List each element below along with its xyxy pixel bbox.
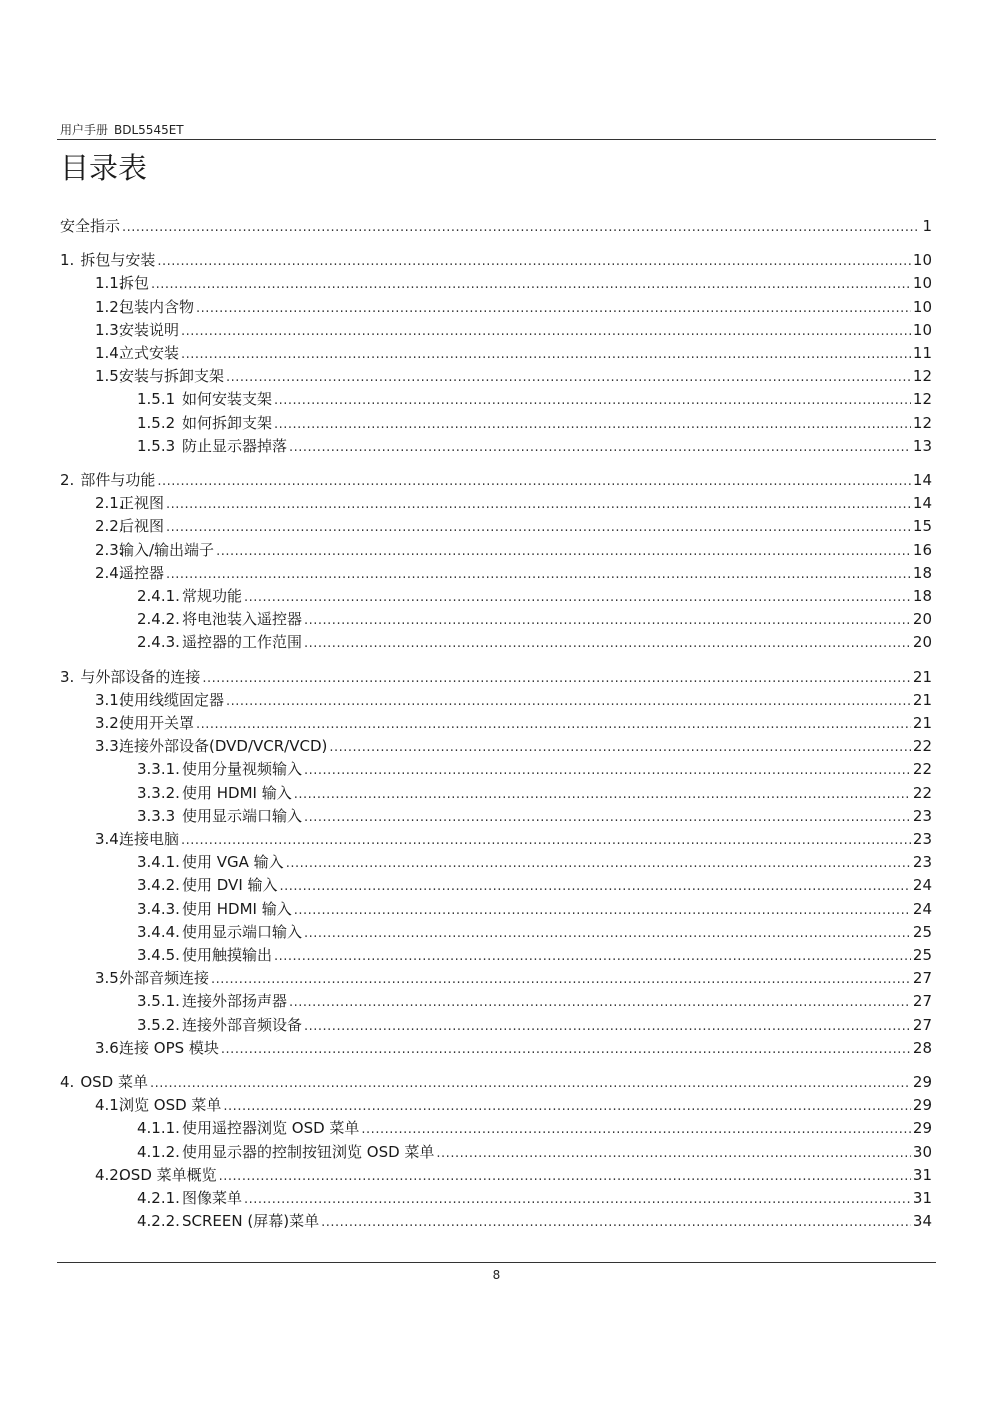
toc-entry[interactable] bbox=[137, 872, 932, 894]
toc-dot-leader bbox=[304, 807, 911, 825]
toc-dot-leader bbox=[329, 737, 911, 755]
page-title: 目录表 bbox=[60, 151, 148, 185]
toc-entry-number: 3.2. bbox=[95, 714, 124, 732]
toc-entry-title: 部件与功能 bbox=[80, 471, 156, 489]
toc-entry-title: 常规功能 bbox=[182, 587, 243, 605]
toc-entry[interactable] bbox=[95, 560, 932, 582]
toc-entry-page: 22 bbox=[912, 760, 932, 778]
toc-entry-number: 1.1. bbox=[95, 274, 124, 292]
toc-entry[interactable] bbox=[95, 513, 932, 535]
toc-entry-number: 4.2.1. bbox=[137, 1189, 180, 1207]
toc-entry[interactable] bbox=[137, 1115, 932, 1137]
toc-dot-leader bbox=[196, 298, 911, 316]
toc-entry-number: 3.3.2. bbox=[137, 784, 180, 802]
toc-dot-leader bbox=[216, 541, 911, 559]
toc-entry[interactable] bbox=[95, 1162, 932, 1184]
toc-entry-title: 使用显示器的控制按钮浏览 OSD 菜单 bbox=[182, 1143, 435, 1161]
toc-entry[interactable] bbox=[137, 780, 932, 802]
toc-entry[interactable] bbox=[137, 896, 932, 918]
toc-dot-leader bbox=[304, 760, 911, 778]
toc-entry-number: 3.5.2. bbox=[137, 1016, 180, 1034]
toc-entry[interactable] bbox=[95, 317, 932, 339]
toc-dot-leader bbox=[274, 390, 911, 408]
toc-entry-page: 29 bbox=[912, 1096, 932, 1114]
toc-dot-leader bbox=[181, 321, 911, 339]
toc-entry[interactable] bbox=[137, 988, 932, 1010]
toc-entry-number: 3.5. bbox=[95, 969, 124, 987]
toc-entry[interactable] bbox=[137, 919, 932, 941]
toc-entry-title: 浏览 OSD 菜单 bbox=[119, 1096, 222, 1114]
toc-entry-title: OSD 菜单概览 bbox=[119, 1166, 217, 1184]
footer-divider bbox=[57, 1262, 936, 1263]
toc-dot-leader bbox=[286, 853, 911, 871]
toc-entry-page: 20 bbox=[912, 633, 932, 651]
toc-entry-page: 10 bbox=[912, 251, 932, 269]
toc-entry-title: 如何安装支架 bbox=[182, 390, 273, 408]
toc-dot-leader bbox=[221, 1039, 911, 1057]
toc-dot-leader bbox=[223, 1096, 910, 1114]
toc-dot-leader bbox=[294, 900, 911, 918]
toc-entry-page: 21 bbox=[912, 668, 932, 686]
toc-entry[interactable] bbox=[137, 803, 932, 825]
toc-entry[interactable] bbox=[137, 1208, 932, 1230]
toc-entry-number: 1. bbox=[60, 251, 75, 269]
toc-entry-page: 30 bbox=[912, 1143, 932, 1161]
toc-entry-title: OSD 菜单 bbox=[80, 1073, 148, 1091]
toc-entry[interactable] bbox=[137, 849, 932, 871]
toc-entry[interactable] bbox=[95, 1035, 932, 1057]
toc-dot-leader bbox=[150, 1073, 911, 1091]
toc-dot-leader bbox=[244, 1189, 911, 1207]
toc-entry[interactable] bbox=[95, 294, 932, 316]
toc-entry-number: 3.4.3. bbox=[137, 900, 180, 918]
toc-dot-leader bbox=[166, 494, 911, 512]
toc-entry-title: 连接外部扬声器 bbox=[182, 992, 288, 1010]
toc-entry-page: 21 bbox=[912, 714, 932, 732]
toc-entry-title: 输入/输出端子 bbox=[119, 541, 215, 559]
toc-entry-title: 连接外部音频设备 bbox=[182, 1016, 303, 1034]
toc-dot-leader bbox=[157, 251, 911, 269]
toc-entry-title: 连接外部设备(DVD/VCR/VCD) bbox=[119, 737, 328, 755]
toc-dot-leader bbox=[361, 1119, 910, 1137]
toc-entry-title: 使用开关罩 bbox=[119, 714, 195, 732]
toc-dot-leader bbox=[304, 610, 911, 628]
toc-entry[interactable] bbox=[60, 664, 932, 686]
toc-dot-leader bbox=[166, 517, 911, 535]
toc-entry-title: 包装内含物 bbox=[119, 298, 195, 316]
toc-entry-title: 使用触摸输出 bbox=[182, 946, 273, 964]
toc-entry-number: 3. bbox=[60, 668, 75, 686]
toc-dot-leader bbox=[280, 876, 911, 894]
toc-entry-title: 使用分量视频输入 bbox=[182, 760, 303, 778]
toc-entry[interactable] bbox=[95, 826, 932, 848]
toc-dot-leader bbox=[289, 437, 911, 455]
toc-dot-leader bbox=[226, 691, 911, 709]
toc-entry-number: 2.4. bbox=[95, 564, 124, 582]
toc-entry-title: 遥控器的工作范围 bbox=[182, 633, 303, 651]
toc-entry-page: 24 bbox=[912, 876, 932, 894]
toc-entry-number: 3.3. bbox=[95, 737, 124, 755]
toc-entry-page: 29 bbox=[912, 1073, 932, 1091]
toc-dot-leader bbox=[244, 587, 911, 605]
toc-entry-title: 使用 HDMI 输入 bbox=[182, 900, 292, 918]
toc-entry-number: 4.2. bbox=[95, 1166, 124, 1184]
toc-dot-leader bbox=[226, 367, 911, 385]
toc-entry-title: 遥控器 bbox=[119, 564, 165, 582]
toc-entry-page: 21 bbox=[912, 691, 932, 709]
toc-entry-page: 12 bbox=[912, 414, 932, 432]
toc-entry[interactable] bbox=[137, 1012, 932, 1034]
toc-entry-page: 27 bbox=[912, 992, 932, 1010]
toc-entry-title: 与外部设备的连接 bbox=[80, 668, 201, 686]
toc-entry-title: 使用 HDMI 输入 bbox=[182, 784, 292, 802]
toc-entry[interactable] bbox=[60, 247, 932, 269]
toc-entry-number: 2. bbox=[60, 471, 75, 489]
toc-entry-page: 25 bbox=[912, 946, 932, 964]
toc-dot-leader bbox=[294, 784, 911, 802]
toc-entry[interactable] bbox=[95, 363, 932, 385]
toc-entry-page: 34 bbox=[912, 1212, 932, 1230]
toc-entry-page: 10 bbox=[912, 321, 932, 339]
header-model: BDL5545ET bbox=[114, 123, 184, 137]
toc-entry-page: 18 bbox=[912, 587, 932, 605]
toc-entry-page: 31 bbox=[912, 1189, 932, 1207]
toc-entry-number: 1.3. bbox=[95, 321, 124, 339]
toc-entry-title: 使用 DVI 输入 bbox=[182, 876, 278, 894]
toc-entry-title: 使用显示端口输入 bbox=[182, 923, 303, 941]
toc-entry-number: 4.2.2. bbox=[137, 1212, 180, 1230]
toc-entry-page: 23 bbox=[912, 853, 932, 871]
toc-dot-leader bbox=[321, 1212, 911, 1230]
toc-entry[interactable] bbox=[60, 213, 932, 235]
toc-entry-title: 外部音频连接 bbox=[119, 969, 210, 987]
toc-entry-number: 1.5.1 bbox=[137, 390, 176, 408]
toc-entry-page: 12 bbox=[912, 367, 932, 385]
toc-entry[interactable] bbox=[137, 606, 932, 628]
toc-entry[interactable] bbox=[60, 467, 932, 489]
toc-dot-leader bbox=[122, 217, 920, 235]
toc-entry-title: 防止显示器掉落 bbox=[182, 437, 288, 455]
toc-entry[interactable] bbox=[95, 733, 932, 755]
toc-entry-page: 31 bbox=[912, 1166, 932, 1184]
toc-entry-page: 10 bbox=[912, 274, 932, 292]
toc-entry-page: 22 bbox=[912, 784, 932, 802]
toc-entry-number: 2.3. bbox=[95, 541, 124, 559]
toc-entry-number: 3.4.1. bbox=[137, 853, 180, 871]
toc-entry[interactable] bbox=[95, 490, 932, 512]
toc-entry-number: 2.4.2. bbox=[137, 610, 180, 628]
toc-entry[interactable] bbox=[137, 1185, 932, 1207]
toc-entry-page: 28 bbox=[912, 1039, 932, 1057]
toc-entry[interactable] bbox=[95, 687, 932, 709]
toc-entry-title: SCREEN (屏幕)菜单 bbox=[182, 1212, 320, 1230]
toc-dot-leader bbox=[289, 992, 911, 1010]
toc-dot-leader bbox=[274, 414, 911, 432]
toc-entry-title: 后视图 bbox=[119, 517, 165, 535]
toc-entry-title: 使用线缆固定器 bbox=[119, 691, 225, 709]
toc-dot-leader bbox=[157, 471, 911, 489]
toc-entry-page: 27 bbox=[912, 969, 932, 987]
toc-entry[interactable] bbox=[95, 1092, 932, 1114]
toc-entry-number: 3.4.5. bbox=[137, 946, 180, 964]
toc-entry-number: 1.5.3 bbox=[137, 437, 176, 455]
toc-entry-page: 27 bbox=[912, 1016, 932, 1034]
toc-entry[interactable] bbox=[95, 710, 932, 732]
toc-dot-leader bbox=[304, 633, 911, 651]
toc-entry-title: 拆包 bbox=[119, 274, 150, 292]
toc-entry-page: 29 bbox=[912, 1119, 932, 1137]
toc-entry-number: 3.3.3 bbox=[137, 807, 176, 825]
toc-entry-page: 14 bbox=[912, 471, 932, 489]
toc-entry-number: 2.4.1. bbox=[137, 587, 180, 605]
toc-entry[interactable] bbox=[95, 270, 932, 292]
toc-dot-leader bbox=[304, 923, 911, 941]
toc-entry-number: 4.1.2. bbox=[137, 1143, 180, 1161]
toc-entry-number: 3.3.1. bbox=[137, 760, 180, 778]
toc-entry-title: 拆包与安装 bbox=[80, 251, 156, 269]
toc-entry-number: 1.2. bbox=[95, 298, 124, 316]
toc-entry[interactable] bbox=[95, 340, 932, 362]
toc-entry[interactable] bbox=[137, 756, 932, 778]
toc-entry-number: 3.4. bbox=[95, 830, 124, 848]
toc-dot-leader bbox=[181, 830, 911, 848]
toc-entry-page: 23 bbox=[912, 807, 932, 825]
toc-entry-title: 连接电脑 bbox=[119, 830, 180, 848]
toc-entry-title: 使用遥控器浏览 OSD 菜单 bbox=[182, 1119, 360, 1137]
toc-entry-title: 连接 OPS 模块 bbox=[119, 1039, 219, 1057]
toc-entry-number: 1.4. bbox=[95, 344, 124, 362]
toc-entry-number: 2.1. bbox=[95, 494, 124, 512]
toc-entry-number: 1.5.2 bbox=[137, 414, 176, 432]
toc-entry-title: 立式安装 bbox=[119, 344, 180, 362]
toc-dot-leader bbox=[211, 969, 911, 987]
toc-entry-number: 3.4.4. bbox=[137, 923, 180, 941]
toc-entry[interactable] bbox=[60, 1069, 932, 1091]
toc-entry-number: 4.1.1. bbox=[137, 1119, 180, 1137]
toc-dot-leader bbox=[196, 714, 911, 732]
toc-entry-title: 安装与拆卸支架 bbox=[119, 367, 225, 385]
toc-entry-title: 使用 VGA 输入 bbox=[182, 853, 284, 871]
toc-entry-number: 3.5.1. bbox=[137, 992, 180, 1010]
toc-entry[interactable] bbox=[137, 583, 932, 605]
toc-entry-page: 15 bbox=[912, 517, 932, 535]
toc-entry-page: 20 bbox=[912, 610, 932, 628]
toc-entry-page: 24 bbox=[912, 900, 932, 918]
toc-entry-page: 11 bbox=[912, 344, 932, 362]
toc-entry-page: 25 bbox=[912, 923, 932, 941]
toc-entry-number: 3.1. bbox=[95, 691, 124, 709]
footer-page-number: 8 bbox=[492, 1268, 501, 1282]
toc-dot-leader bbox=[219, 1166, 911, 1184]
toc-entry-page: 22 bbox=[912, 737, 932, 755]
toc-entry-page: 18 bbox=[912, 564, 932, 582]
toc-dot-leader bbox=[436, 1143, 910, 1161]
toc-entry-number: 1.5. bbox=[95, 367, 124, 385]
toc-dot-leader bbox=[181, 344, 911, 362]
toc-entry-page: 14 bbox=[912, 494, 932, 512]
toc-entry-number: 4. bbox=[60, 1073, 75, 1091]
toc-dot-leader bbox=[202, 668, 911, 686]
header-label: 用户手册 bbox=[60, 123, 109, 137]
toc-entry-number: 3.4.2. bbox=[137, 876, 180, 894]
toc-entry-page: 10 bbox=[912, 298, 932, 316]
toc-entry-title: 使用显示端口输入 bbox=[182, 807, 303, 825]
toc-entry[interactable] bbox=[137, 1139, 932, 1161]
toc-entry[interactable] bbox=[137, 410, 932, 432]
toc-entry[interactable] bbox=[137, 942, 932, 964]
toc-entry-number: 4.1. bbox=[95, 1096, 124, 1114]
toc-entry-page: 1 bbox=[922, 217, 932, 235]
toc-dot-leader bbox=[151, 274, 911, 292]
toc-entry-number: 2.4.3. bbox=[137, 633, 180, 651]
toc-dot-leader bbox=[304, 1016, 911, 1034]
toc-entry[interactable] bbox=[137, 629, 932, 651]
toc-entry-title: 安全指示 bbox=[60, 217, 121, 235]
toc-entry[interactable] bbox=[137, 386, 932, 408]
toc-entry-page: 23 bbox=[912, 830, 932, 848]
toc-entry-title: 将电池装入遥控器 bbox=[182, 610, 303, 628]
toc-entry-title: 安装说明 bbox=[119, 321, 180, 339]
toc-dot-leader bbox=[166, 564, 911, 582]
toc-entry[interactable] bbox=[95, 537, 932, 559]
toc-entry-title: 正视图 bbox=[119, 494, 165, 512]
toc-entry-title: 如何拆卸支架 bbox=[182, 414, 273, 432]
toc-entry[interactable] bbox=[95, 965, 932, 987]
toc-entry-number: 2.2. bbox=[95, 517, 124, 535]
toc-entry-page: 13 bbox=[912, 437, 932, 455]
toc-entry-page: 16 bbox=[912, 541, 932, 559]
toc-entry[interactable] bbox=[137, 433, 932, 455]
toc-entry-page: 12 bbox=[912, 390, 932, 408]
toc-dot-leader bbox=[274, 946, 911, 964]
toc-entry-number: 3.6. bbox=[95, 1039, 124, 1057]
toc-entry-title: 图像菜单 bbox=[182, 1189, 243, 1207]
